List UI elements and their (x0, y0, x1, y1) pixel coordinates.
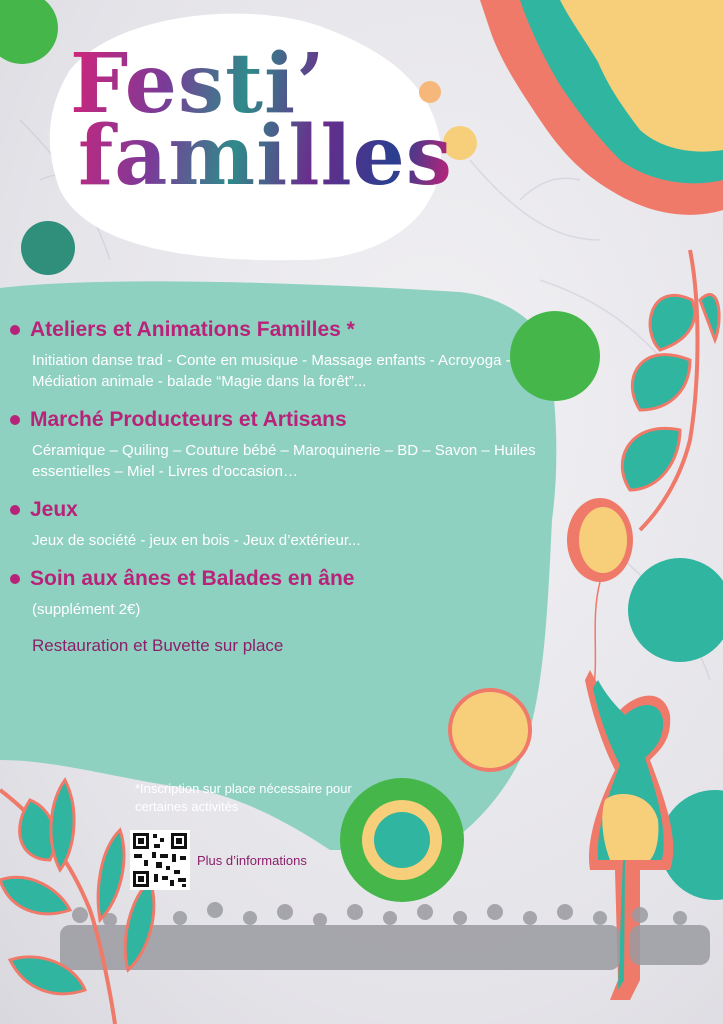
section-body: Céramique – Quiling – Couture bébé – Maroquinerie – BD – Savon – Huiles essentielles – Miel - Livres d’occasion… (32, 442, 536, 480)
title-line-1: Festi’ (70, 36, 326, 132)
bullet-dot-icon (10, 325, 20, 335)
restauration-text: Restauration et Buvette sur place (32, 636, 284, 655)
section-title-text: Ateliers et Animations Familles * (30, 318, 355, 341)
section-body: (supplément 2€) (32, 601, 141, 618)
teal-circle-right (628, 558, 723, 662)
section-anes (10, 567, 550, 620)
balloon (567, 498, 633, 700)
section-ateliers (10, 318, 550, 392)
green-circle-topleft (0, 0, 58, 64)
program-content (10, 318, 550, 656)
section-title (10, 498, 550, 522)
title-block (70, 36, 453, 204)
section-title-text: Jeux (30, 498, 78, 521)
title-line-2: familles (78, 108, 453, 204)
bullet-dot-icon (10, 505, 20, 515)
bullet-dot-icon (10, 415, 20, 425)
crowd-silhouettes (60, 902, 710, 970)
more-info-link[interactable]: Plus d’informations (197, 853, 307, 868)
section-title (10, 318, 550, 342)
poster-title (70, 36, 453, 204)
section-title (10, 567, 550, 591)
leaf-right-top (622, 250, 719, 530)
section-body: Initiation danse trad - Conte en musique - Massage enfants - Acroyoga - Médiation animale - balade “Magie dans la forêt”... (32, 352, 511, 390)
circle-small-teal (21, 221, 75, 275)
bullet-dot-icon (10, 574, 20, 584)
section-jeux (10, 498, 550, 551)
qr-code-graphic (130, 830, 190, 890)
section-marche (10, 408, 550, 482)
leaf-bottom-left (0, 780, 154, 1024)
section-title-text: Soin aux ânes et Balades en âne (30, 567, 355, 590)
orange-circle (450, 690, 530, 770)
qr-code-icon[interactable] (130, 830, 190, 890)
registration-note: *Inscription sur place nécessaire pour certaines activités (135, 781, 352, 814)
section-body: Jeux de société - jeux en bois - Jeux d’extérieur... (32, 532, 361, 549)
section-title-text: Marché Producteurs et Artisans (30, 408, 347, 431)
section-title (10, 408, 550, 432)
